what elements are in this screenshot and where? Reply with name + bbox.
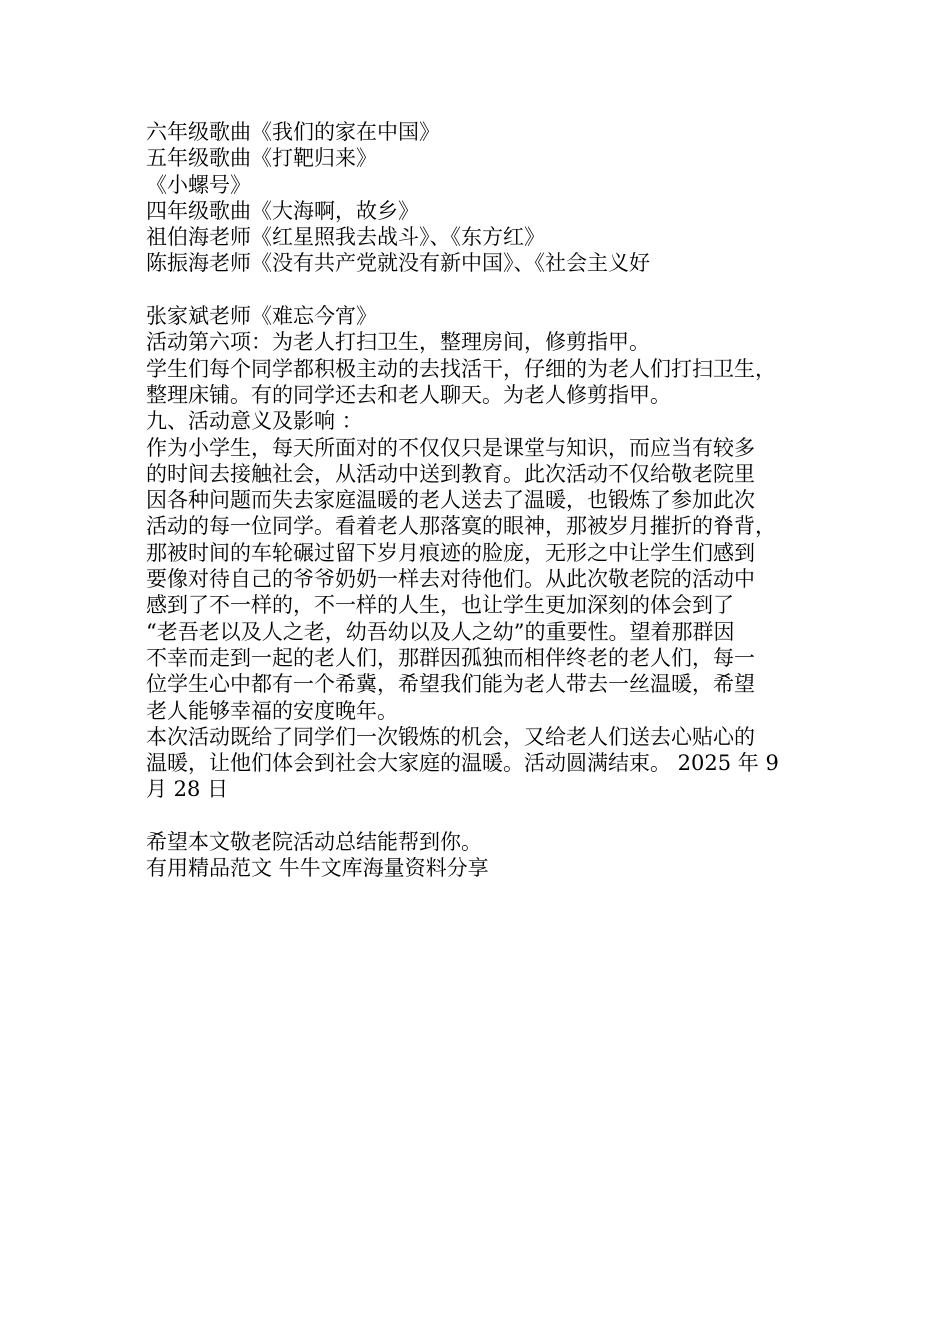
- text-line: 整理床铺。有的同学还去和老人聊天。为老人修剪指甲。: [146, 382, 671, 407]
- text-line: 《小螺号》: [146, 172, 251, 197]
- text-line: 学生们每个同学都积极主动的去找活干，仔细的为老人们打扫卫生，: [146, 356, 776, 381]
- text-line: 要像对待自己的爷爷奶奶一样去对待他们。从此次敬老院的活动中: [146, 567, 755, 592]
- section-heading: 九、活动意义及影响 ：: [146, 409, 363, 434]
- text-line: 老人能够幸福的安度晚年。: [146, 698, 398, 723]
- text-line: 祖伯海老师《红星照我去战斗》、《东方红》: [146, 225, 545, 250]
- text-line: 位学生心中都有一个希冀，希望我们能为老人带去一丝温暖，希望: [146, 672, 755, 697]
- text-line: 六年级歌曲《我们的家在中国》: [146, 120, 440, 144]
- blank-line: [146, 277, 826, 303]
- text-line: 陈振海老师《没有共产党就没有新中国》、《社会主义好: [146, 251, 650, 276]
- footer-line: 有用精品范文 牛牛文库海量资料分享: [146, 856, 489, 881]
- text-line: 活动的每一位同学。看着老人那落寞的眼神，那被岁月摧折的脊背，: [146, 514, 776, 539]
- text-line: 感到了不一样的，不一样的人生，也让学生更加深刻的体会到了: [146, 593, 734, 618]
- section-heading: 活动第六项：为老人打扫卫生，整理房间，修剪指甲。: [146, 330, 650, 355]
- text-line: “老吾老以及人之老，幼吾幼以及人之幼”的重要性。望着那群因: [146, 619, 735, 644]
- text-line: 五年级歌曲《打靶归来》: [146, 146, 377, 171]
- date-line: 月 28 日: [146, 777, 229, 802]
- text-line: 不幸而走到一起的老人们，那群因孤独而相伴终老的老人们，每一: [146, 645, 755, 670]
- text-line: 温暖，让他们体会到社会大家庭的温暖。活动圆满结束。 2025 年 9: [146, 751, 779, 776]
- text-line: 四年级歌曲《大海啊，故乡》: [146, 198, 419, 223]
- blank-line: [146, 803, 826, 829]
- text-line: 本次活动既给了同学们一次锻炼的机会，又给老人们送去心贴心的: [146, 724, 755, 749]
- text-line: 那被时间的车轮碾过留下岁月痕迹的脸庞，无形之中让学生们感到: [146, 540, 755, 565]
- text-line: 张家斌老师《难忘今宵》: [146, 304, 377, 329]
- text-line: 因各种问题而失去家庭温暖的老人送去了温暖，也锻炼了参加此次: [146, 488, 755, 513]
- text-line: 作为小学生，每天所面对的不仅仅只是课堂与知识，而应当有较多: [146, 435, 755, 460]
- text-line: 的时间去接触社会，从活动中送到教育。此次活动不仅给敬老院里: [146, 461, 755, 486]
- document-body: [146, 119, 826, 882]
- closing-line: 希望本文敬老院活动总结能帮到你。: [146, 830, 482, 855]
